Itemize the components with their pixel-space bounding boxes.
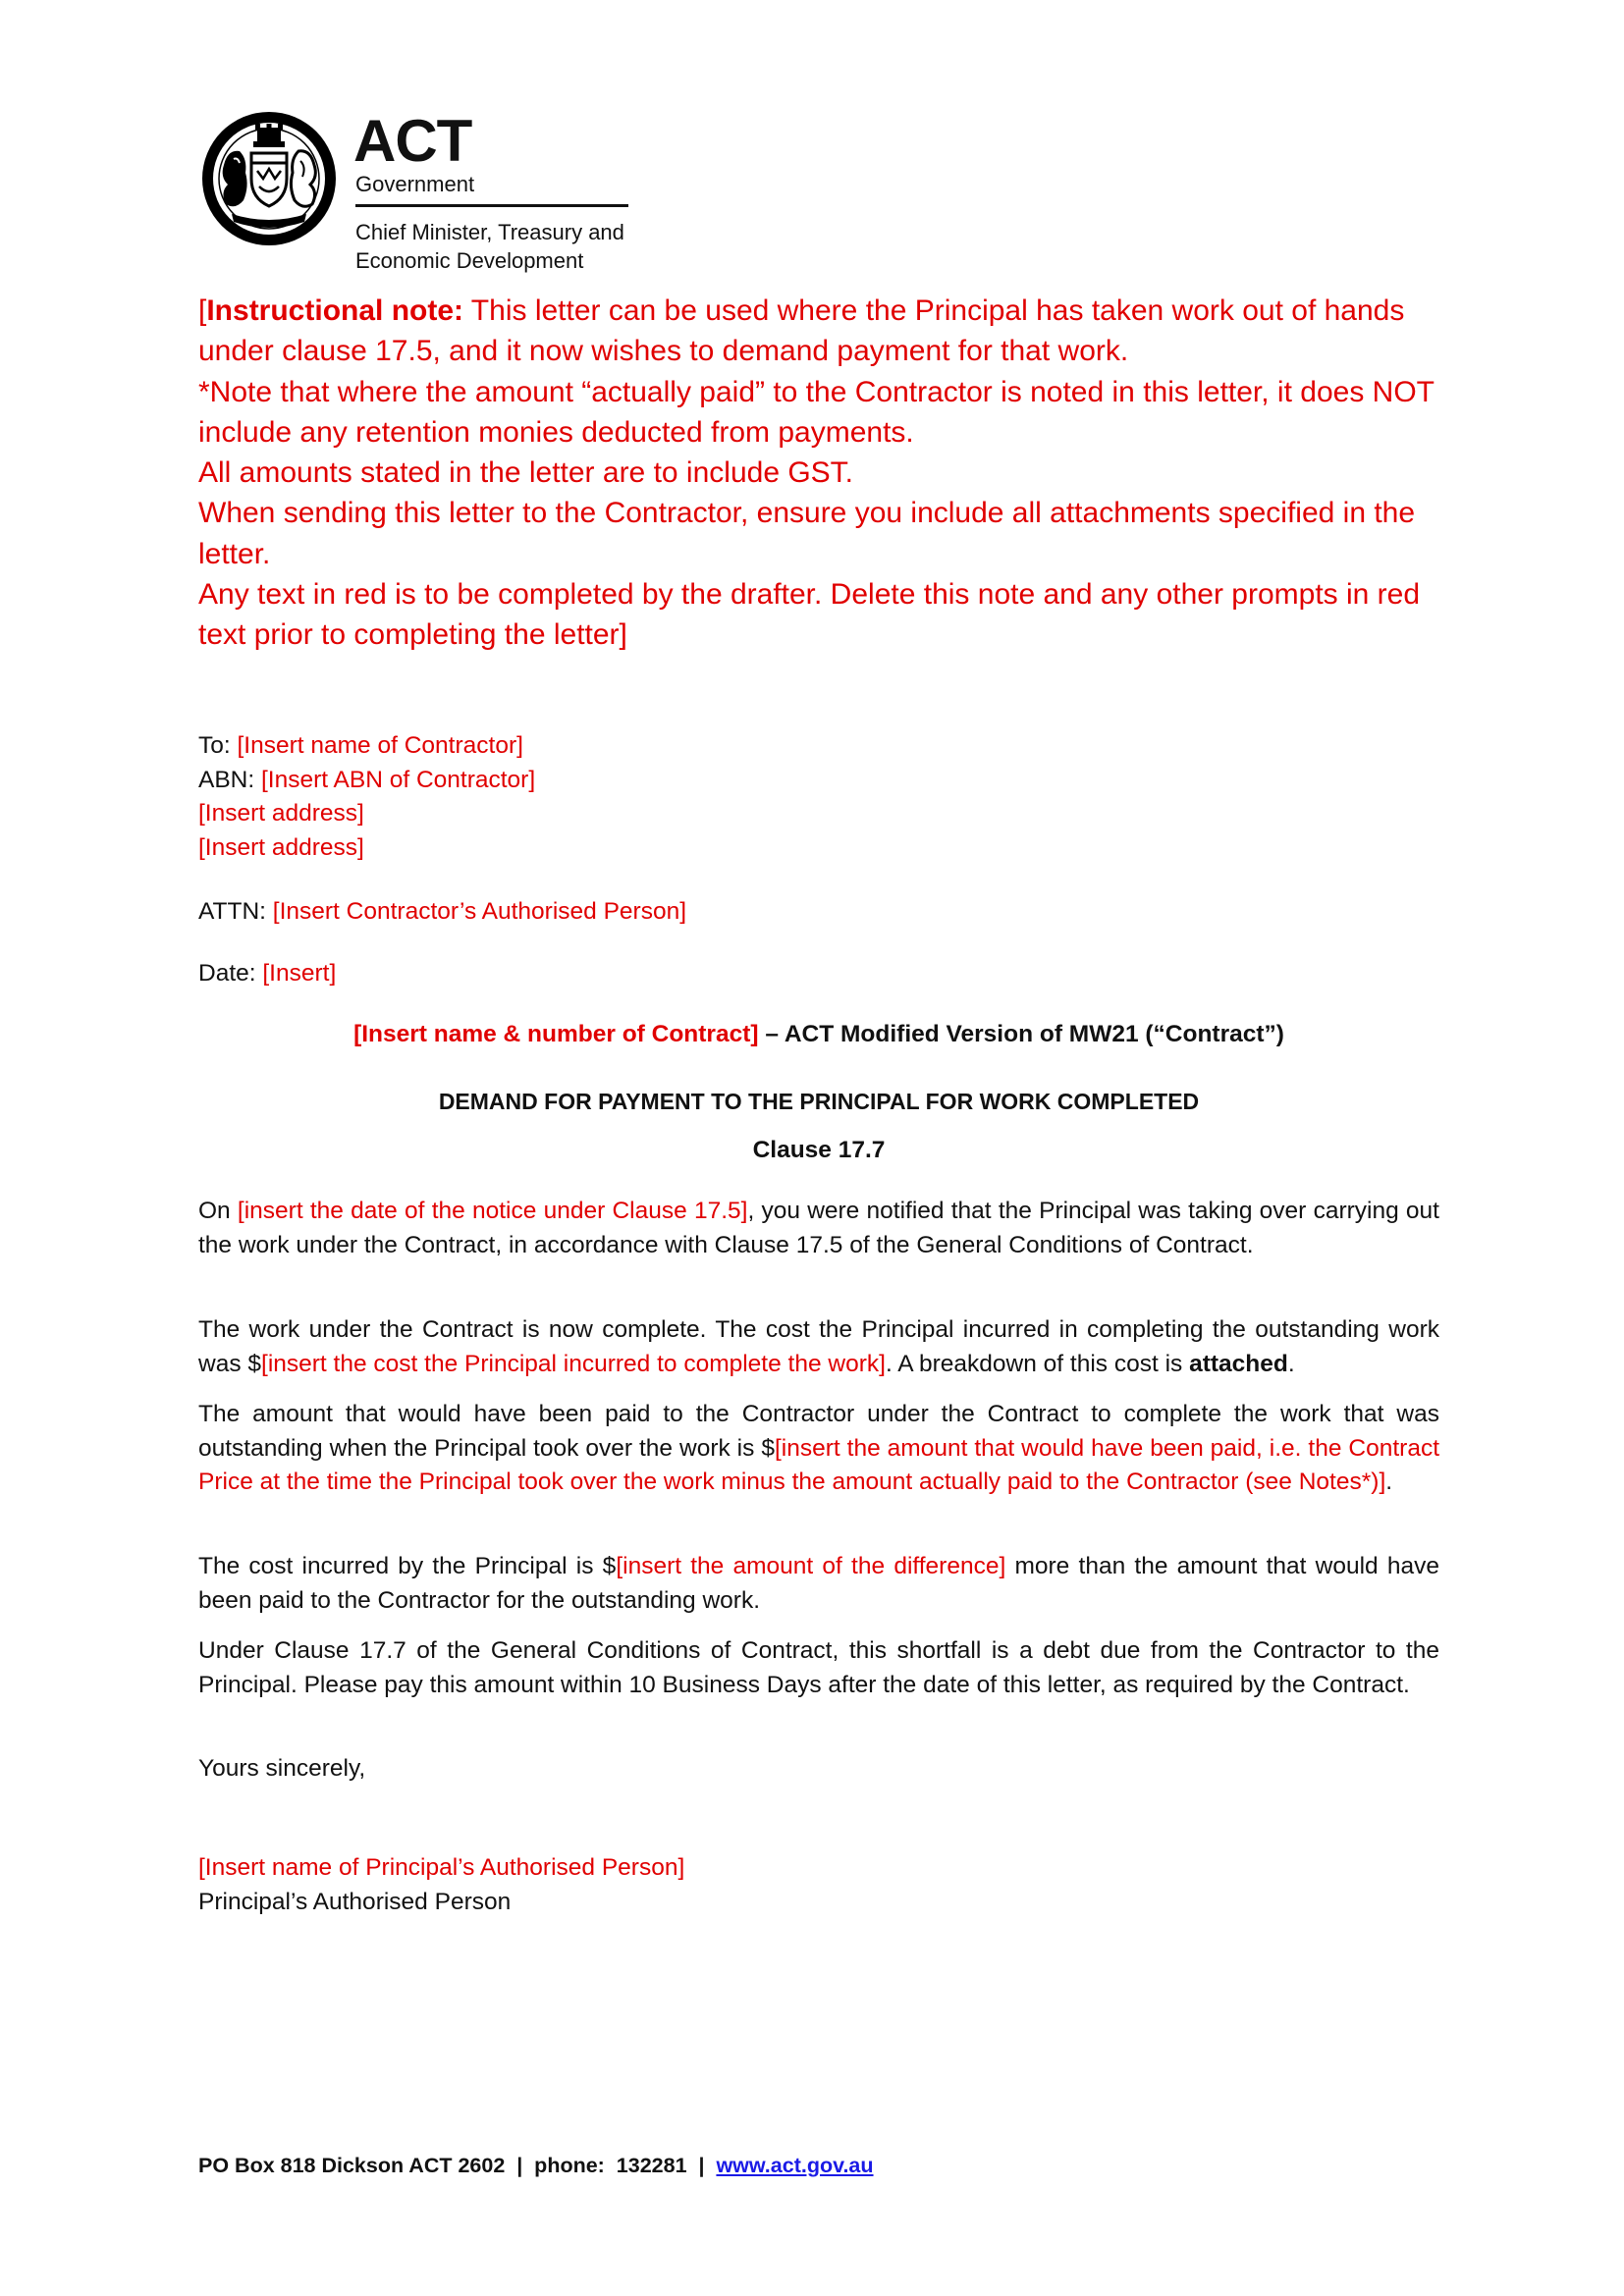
paragraph-difference (198, 1550, 1439, 1618)
attn-value: [Insert Contractor’s Authorised Person] (272, 898, 687, 925)
act-government-logo (198, 106, 630, 273)
logo-department-text (355, 218, 624, 275)
paragraph-notice-placeholder: [insert the date of the notice under Clause 17.5] (237, 1198, 748, 1224)
paragraph-amount-placeholder: [insert the amount that would have been paid, i.e. the Contract Price at the time the Principal took over the work minus the amount actually paid to the Contractor (see Notes*)] (198, 1434, 1439, 1495)
paragraph-difference-text-b: more than the amount that would have been paid to the Contractor for the outstanding work. (198, 1553, 1439, 1614)
logo-divider (355, 204, 628, 207)
act-coat-of-arms-seal-icon (198, 108, 340, 249)
to-value: [Insert name of Contractor] (237, 732, 523, 759)
paragraph-amount (198, 1398, 1439, 1500)
signature-block (198, 1851, 684, 1919)
logo-government-text: Government (355, 172, 475, 196)
attn-line (198, 895, 686, 930)
instructional-note-line-5: Any text in red is to be completed by the drafter. Delete this note and any other prompts in red text prior to completing the letter] (198, 578, 1421, 652)
date-label: Date: (198, 960, 263, 987)
closing-salutation: Yours sincerely, (198, 1755, 366, 1782)
abn-label: ABN: (198, 766, 261, 793)
paragraph-amount-text-b: . (1385, 1468, 1393, 1495)
paragraph-difference-text-a: The cost incurred by the Principal is $ (198, 1553, 617, 1579)
to-label: To: (198, 732, 238, 759)
to-line (198, 729, 1435, 764)
contract-title-rest: – ACT Modified Version of MW21 (“Contract”) (758, 1021, 1284, 1047)
paragraph-cost (198, 1313, 1439, 1381)
paragraph-notice-text-b: , you were notified that the Principal was taking over carrying out the work under the Contract, in accordance with Clause 17.5 of the General Conditions of Contract. (198, 1198, 1439, 1258)
attn-label: ATTN: (198, 898, 273, 925)
paragraph-cost-text-b: . A breakdown of this cost is (885, 1350, 1190, 1377)
paragraph-notice (198, 1195, 1439, 1262)
logo-act-wordmark: ACT (353, 108, 472, 174)
contract-title-placeholder: [Insert name & number of Contract] (353, 1021, 759, 1047)
address-line-1: [Insert address] (198, 800, 364, 827)
instructional-note-line-4: When sending this letter to the Contractor, ensure you include all attachments specified in the letter. (198, 497, 1416, 570)
bracket-open: [ (198, 294, 207, 327)
logo-department-line-1: Chief Minister, Treasury and (355, 220, 624, 244)
instructional-note-line-3: All amounts stated in the letter are to include GST. (198, 456, 854, 490)
abn-value: [Insert ABN of Contractor] (261, 766, 536, 793)
paragraph-difference-placeholder: [insert the amount of the difference] (616, 1553, 1006, 1579)
signatory-name: [Insert name of Principal’s Authorised Person] (198, 1854, 685, 1881)
clause-heading: Clause 17.7 (752, 1137, 886, 1163)
instructional-note (198, 291, 1455, 656)
paragraph-cost-placeholder: [insert the cost the Principal incurred to complete the work] (261, 1350, 886, 1377)
footer-contact: PO Box 818 Dickson ACT 2602 | phone: 132281 | (198, 2154, 717, 2177)
instructional-note-label: Instructional note: (206, 294, 464, 327)
instructional-note-line-1 (198, 291, 1455, 372)
instructional-note-text-1: This letter can be used where the Principal has taken work out of hands under clause 17.5, and it now wishes to demand payment for that work. (198, 294, 1405, 368)
footer-website-link[interactable]: www.act.gov.au (716, 2154, 874, 2177)
paragraph-cost-text-a: The work under the Contract is now complete. The cost the Principal incurred in completing the outstanding work was $ (198, 1316, 1439, 1377)
instructional-note-line-2: *Note that where the amount “actually paid” to the Contractor is noted in this letter, it does NOT include any retention monies deducted from payments. (198, 375, 1435, 449)
paragraph-demand: Under Clause 17.7 of the General Conditions of Contract, this shortfall is a debt due from the Contractor to the Principal. Please pay this amount within 10 Business Days after the date of this letter, as required by the Contract. (198, 1637, 1439, 1698)
date-value: [Insert] (262, 960, 337, 987)
letter-heading: DEMAND FOR PAYMENT TO THE PRINCIPAL FOR WORK COMPLETED (438, 1089, 1200, 1114)
paragraph-cost-attached: attached (1189, 1350, 1288, 1377)
paragraph-amount-text-a: The amount that would have been paid to the Contractor under the Contract to complete the work that was outstanding when the Principal took over the work is $ (198, 1401, 1439, 1462)
footer (198, 2151, 874, 2180)
address-line-2: [Insert address] (198, 833, 364, 861)
paragraph-notice-text-a: On (198, 1198, 238, 1224)
abn-line (198, 764, 1435, 798)
date-line (198, 957, 336, 991)
logo-department-line-2: Economic Development (355, 248, 584, 273)
recipient-address-block (198, 729, 1435, 865)
signatory-role: Principal’s Authorised Person (198, 1888, 512, 1915)
contract-title (198, 1018, 1439, 1052)
paragraph-cost-text-c: . (1287, 1350, 1295, 1377)
